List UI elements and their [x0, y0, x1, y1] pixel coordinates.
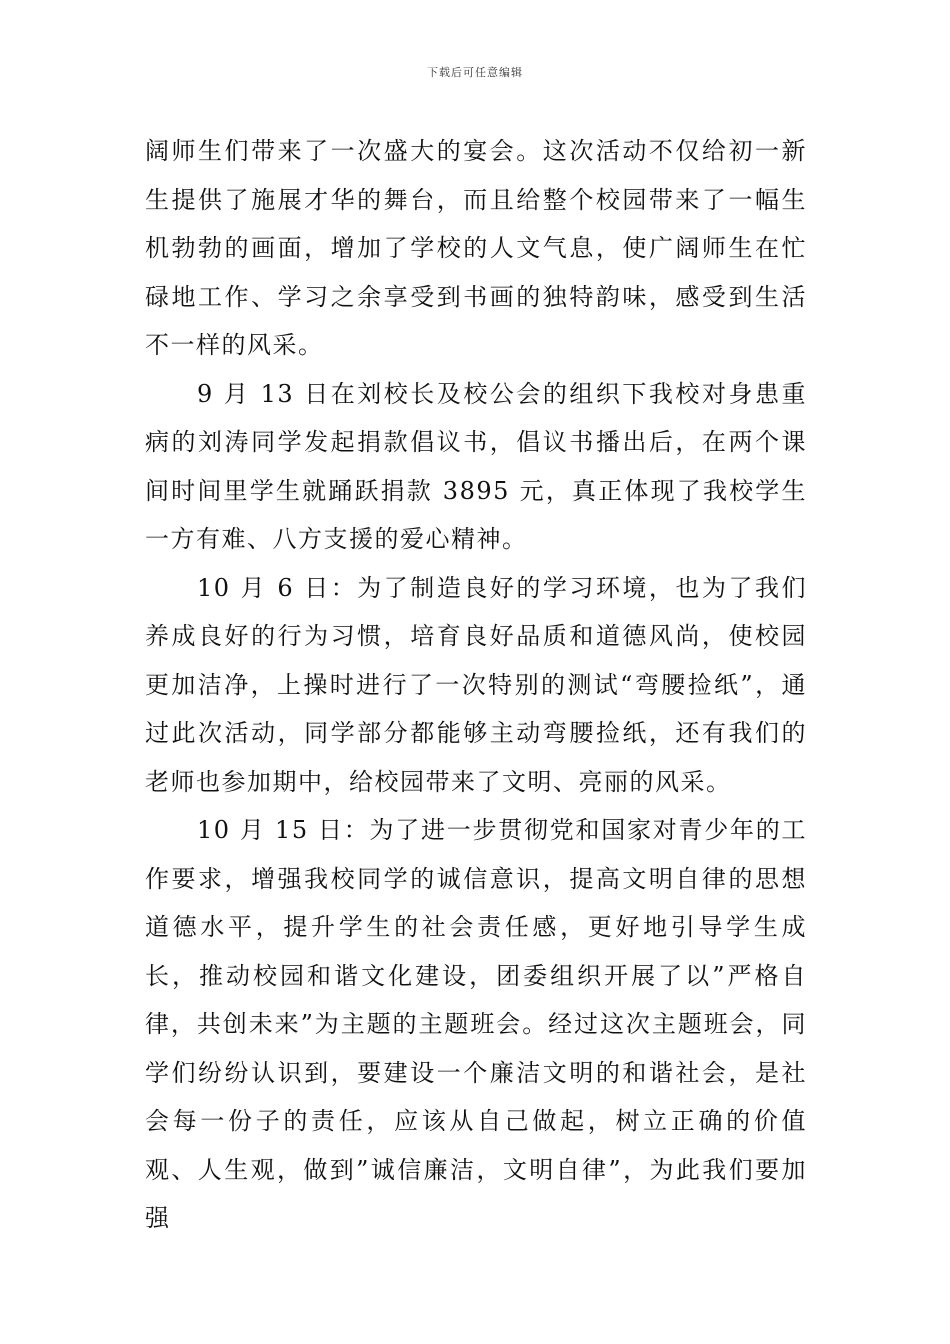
document-body	[145, 127, 807, 1243]
paragraph-3: 10 月 6 日：为了制造良好的学习环境，也为了我们养成良好的行为习惯，培育良好品质和道德风尚，使校园更加洁净，上操时进行了一次特别的测试“弯腰捡纸”，通过此次活动，同学部分都能够主动弯腰捡纸，还有我们的老师也参加期中，给校园带来了文明、亮丽的风采。	[145, 573, 807, 796]
page-header: 下载后可任意编辑	[427, 66, 523, 79]
paragraph-4: 10 月 15 日：为了进一步贯彻党和国家对青少年的工作要求，增强我校同学的诚信意识，提高文明自律的思想道德水平，提升学生的社会责任感，更好地引导学生成长，推动校园和谐文化建设，团委组织开展了以”严格自律，共创未来”为主题的主题班会。经过这次主题班会，同学们纷纷认识到，要建设一个廉洁文明的和谐社会，是社会每一份子的责任，应该从自己做起，树立正确的价值观、人生观，做到”诚信廉洁，文明自律”，为此我们要加强	[145, 816, 807, 1232]
paragraph-1: 阔师生们带来了一次盛大的宴会。这次活动不仅给初一新生提供了施展才华的舞台，而且给整个校园带来了一幅生机勃勃的画面，增加了学校的人文气息，使广阔师生在忙碌地工作、学习之余享受到书画的独特韵味，感受到生活不一样的风采。	[145, 137, 807, 359]
paragraph-2: 9 月 13 日在刘校长及校公会的组织下我校对身患重病的刘涛同学发起捐款倡议书，倡议书播出后，在两个课间时间里学生就踊跃捐款 3895 元，真正体现了我校学生一方有难、八方支援的爱心精神。	[145, 379, 807, 553]
